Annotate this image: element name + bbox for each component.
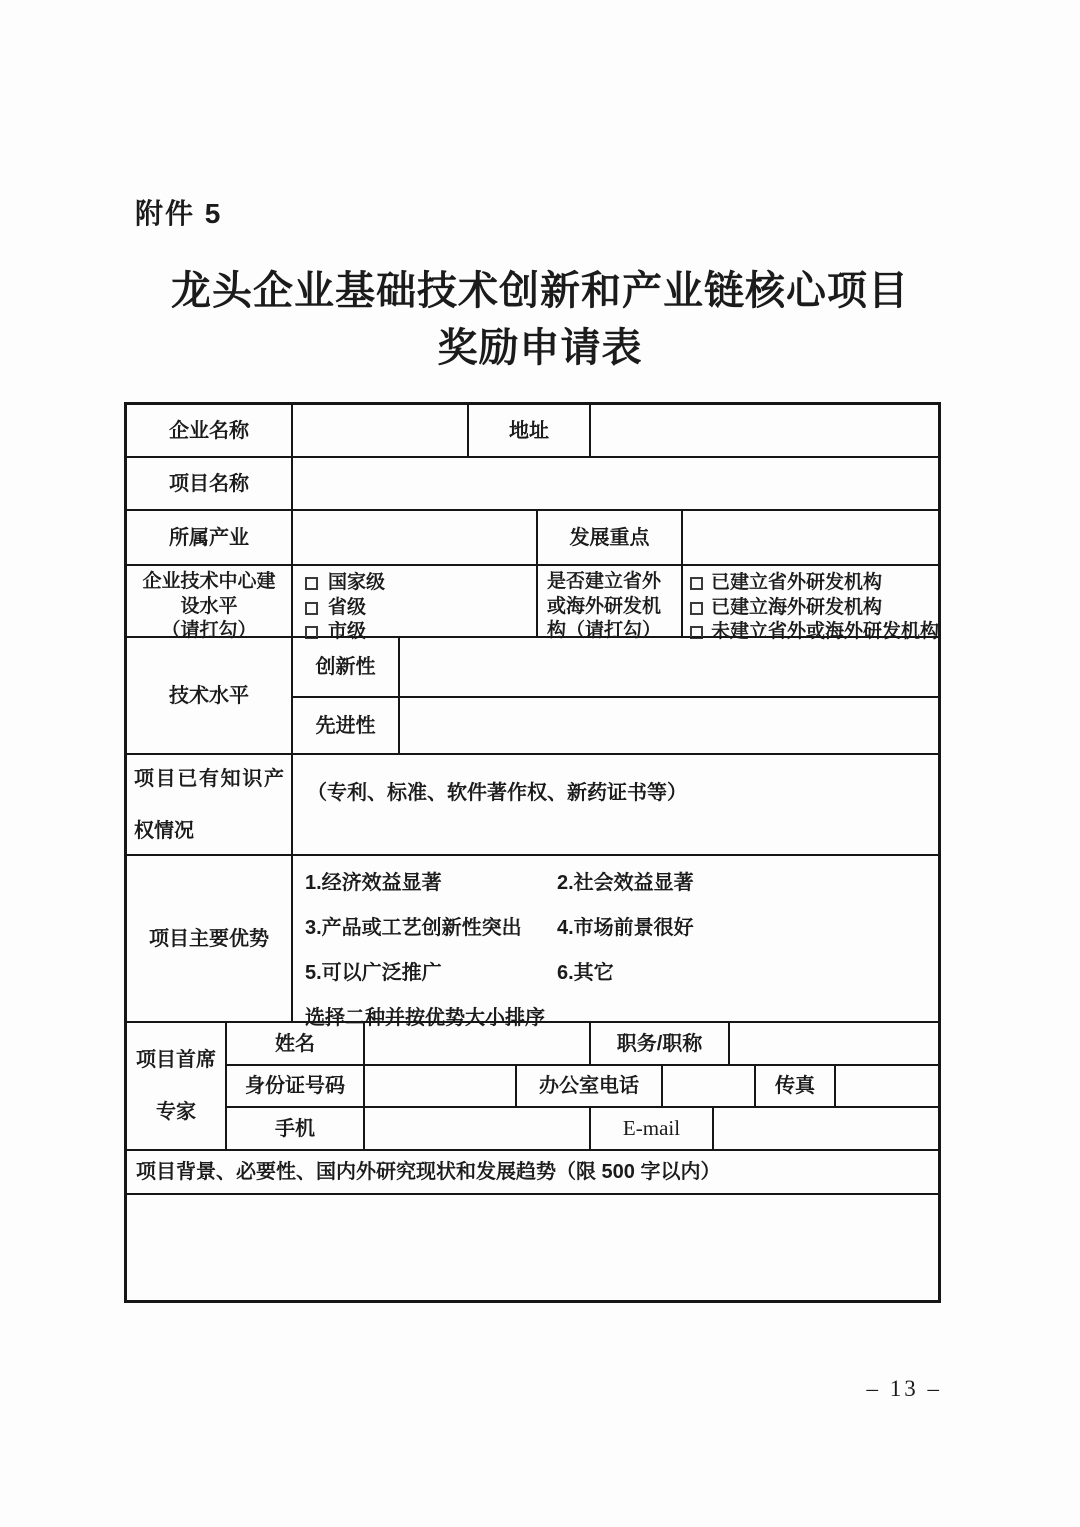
overseas-rd-label-line3: 构（请打勾）: [547, 620, 662, 642]
attachment-label: 附件 5: [135, 198, 223, 229]
ip-label-cell: [126, 754, 292, 855]
advantage-item-3: 3.产品或工艺创新性突出: [305, 917, 522, 939]
tech-center-label-cell: [126, 565, 292, 642]
project-name-value-cell: [292, 457, 939, 510]
tech-center-option-provincial: [305, 596, 366, 621]
tech-level-label-cell: 技术水平: [126, 637, 292, 754]
innovation-value-cell: [399, 637, 939, 697]
overseas-rd-option-provincial: [690, 571, 882, 596]
advantages-content-cell: [292, 855, 939, 1029]
page-title-line1: 龙头企业基础技术创新和产业链核心项目: [171, 269, 909, 313]
advantage-item-6: 6.其它: [557, 962, 614, 984]
advantages-note: 选择二种并按优势大小排序: [305, 1007, 545, 1029]
ip-label-line2: 权情况: [134, 819, 194, 842]
project-background-label-cell: 项目背景、必要性、国内外研究现状和发展趋势（限 500 字以内）: [126, 1150, 939, 1194]
checkbox-icon: [305, 577, 318, 590]
address-label-cell: 地址: [468, 404, 590, 457]
advantage-item-4: 4.市场前景很好: [557, 917, 694, 939]
expert-mobile-value-cell: [364, 1107, 590, 1150]
tech-center-option-label: 省级: [328, 596, 367, 618]
tech-center-options-cell: [292, 565, 537, 643]
expert-title-label-cell: 职务/职称: [590, 1022, 729, 1065]
advantages-row: [305, 915, 694, 941]
tech-center-label-line2: 设水平: [180, 595, 238, 617]
advantage-item-5: 5.可以广泛推广: [305, 962, 442, 984]
application-form-table: [124, 402, 941, 1303]
overseas-rd-option-label: 已建立省外研发机构: [711, 572, 883, 593]
tech-center-label-line1: 企业技术中心建: [142, 571, 276, 592]
ip-label-line1: 项目已有知识产: [134, 767, 284, 790]
tech-center-option-label: 国家级: [328, 572, 386, 593]
page-number: – 13 –: [866, 1376, 942, 1401]
chief-expert-label-line1: 项目首席: [136, 1049, 216, 1071]
expert-office-phone-value-cell: [662, 1065, 755, 1107]
company-name-label-cell: 企业名称: [126, 404, 292, 457]
expert-fax-value-cell: [835, 1065, 939, 1107]
overseas-rd-label-line1: 是否建立省外: [547, 571, 662, 592]
advantages-label-cell: 项目主要优势: [126, 855, 292, 1022]
advancement-label-cell: 先进性: [292, 697, 399, 754]
industry-value-cell: [292, 510, 537, 565]
overseas-rd-options-cell: [682, 565, 940, 643]
advantage-item-2: 2.社会效益显著: [557, 872, 694, 894]
expert-id-label-cell: 身份证号码: [226, 1065, 364, 1107]
address-value-cell: [590, 404, 939, 457]
tech-center-label-line3: （请打勾）: [161, 620, 257, 642]
overseas-rd-option-label: 未建立省外或海外研发机构: [711, 621, 940, 643]
project-name-label-cell: 项目名称: [126, 457, 292, 510]
overseas-rd-label-cell: [537, 565, 682, 642]
industry-label-cell: 所属产业: [126, 510, 292, 565]
page-title-line2: 奖励申请表: [437, 326, 643, 370]
chief-expert-label-cell: [126, 1022, 226, 1150]
expert-fax-label-cell: 传真: [755, 1065, 835, 1107]
page-title: [0, 263, 1080, 377]
ip-hint-cell: （专利、标准、软件著作权、新药证书等）: [292, 754, 939, 855]
expert-office-phone-label-cell: 办公室电话: [516, 1065, 662, 1107]
project-background-value-cell: [126, 1194, 939, 1301]
checkbox-icon: [690, 602, 703, 615]
tech-center-option-national: [305, 571, 385, 596]
development-focus-value-cell: [682, 510, 939, 565]
tech-center-option-label: 市级: [328, 621, 367, 643]
expert-email-label-cell: E-mail: [590, 1107, 713, 1150]
innovation-label-cell: 创新性: [292, 637, 399, 697]
advantage-item-1: 1.经济效益显著: [305, 872, 442, 894]
advantages-row: [305, 870, 694, 896]
expert-mobile-label-cell: 手机: [226, 1107, 364, 1150]
overseas-rd-label-line2: 或海外研发机: [547, 595, 662, 617]
expert-email-value-cell: [713, 1107, 939, 1150]
chief-expert-label-line2: 专家: [156, 1101, 196, 1123]
company-name-value-cell: [292, 404, 468, 457]
overseas-rd-option-overseas: [690, 596, 882, 621]
advancement-value-cell: [399, 697, 939, 754]
expert-name-label-cell: 姓名: [226, 1022, 364, 1065]
expert-title-value-cell: [729, 1022, 939, 1065]
expert-name-value-cell: [364, 1022, 590, 1065]
overseas-rd-option-label: 已建立海外研发机构: [711, 596, 883, 618]
advantages-row: [305, 960, 614, 986]
checkbox-icon: [690, 577, 703, 590]
checkbox-icon: [305, 602, 318, 615]
expert-id-value-cell: [364, 1065, 516, 1107]
development-focus-label-cell: 发展重点: [537, 510, 682, 565]
